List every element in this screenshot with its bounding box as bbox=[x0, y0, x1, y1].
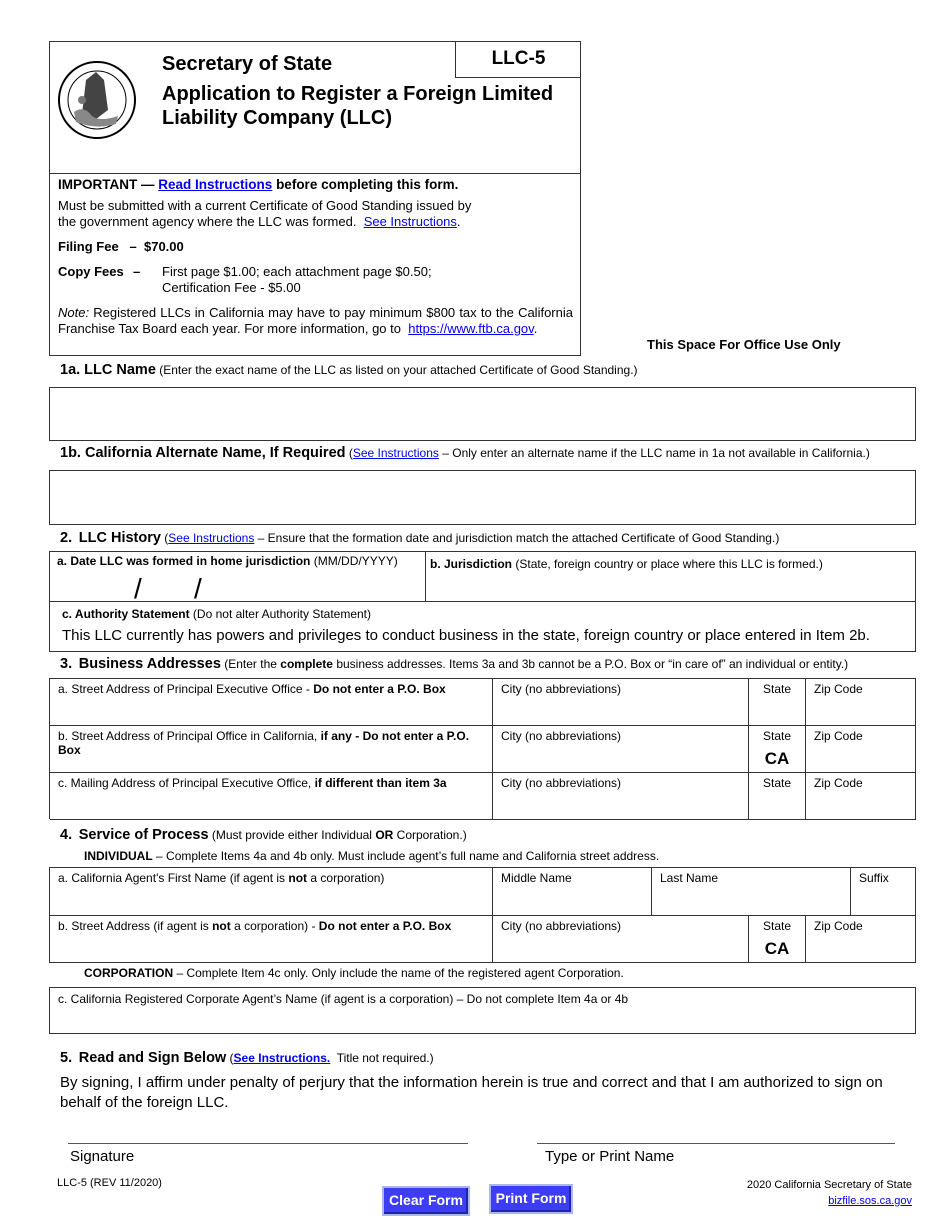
label-text: a. California Agent's First Name (if agent is bbox=[58, 871, 289, 885]
label-bold: if different than item 3a bbox=[314, 776, 447, 790]
corporation-instructions bbox=[84, 966, 624, 980]
jurisdiction-label: b. Jurisdiction bbox=[430, 557, 513, 571]
date-separator: / bbox=[194, 573, 202, 604]
authority-statement-heading bbox=[62, 607, 371, 621]
section-1b-heading: 1b. California Alternate Name, If Required (See Instructions – Only enter an alternate name if the LLC name in 1a not available in California.) bbox=[60, 445, 870, 461]
formation-date-hint: (MM/DD/YYYY) bbox=[313, 554, 398, 568]
alternate-name-input[interactable] bbox=[49, 470, 916, 525]
filing-fee bbox=[58, 239, 573, 255]
address-city-field[interactable] bbox=[493, 679, 749, 726]
zip-label: Zip Code bbox=[814, 776, 863, 790]
section-number: 3. bbox=[60, 656, 73, 672]
llc-history-label: LLC History bbox=[78, 530, 161, 546]
state-label: State bbox=[762, 919, 792, 933]
jurisdiction-field[interactable] bbox=[430, 557, 823, 571]
footer-credit bbox=[747, 1177, 912, 1209]
bizfile-link[interactable]: bizfile.sos.ca.gov bbox=[828, 1195, 912, 1207]
label-text: a corporation) - bbox=[230, 919, 319, 933]
zip-label: Zip Code bbox=[814, 729, 863, 743]
form-id-box bbox=[455, 41, 581, 78]
state-label: State bbox=[762, 682, 792, 696]
label-text: b. Street Address (if agent is bbox=[58, 919, 213, 933]
copy-fees-line-2: Certification Fee - $5.00 bbox=[162, 280, 301, 295]
agent-middle-name-field[interactable] bbox=[493, 868, 652, 916]
see-instructions-link[interactable]: See Instructions bbox=[363, 214, 457, 229]
read-sign-label: Read and Sign Below bbox=[78, 1050, 227, 1066]
formation-date-field[interactable] bbox=[49, 551, 426, 602]
form-id: LLC-5 bbox=[491, 48, 546, 69]
label-text: b. Street Address of Principal Office in California, bbox=[58, 729, 321, 743]
filing-fee-dash: – bbox=[129, 239, 137, 254]
jurisdiction-hint: (State, foreign country or place where this LLC is formed.) bbox=[515, 557, 823, 571]
alternate-name-label: 1b. California Alternate Name, If Required bbox=[60, 445, 346, 461]
signature-line[interactable] bbox=[68, 1143, 468, 1144]
section-2-heading: 2. LLC History (See Instructions – Ensure that the formation date and jurisdiction match the attached Certificate of Good Standing.) bbox=[60, 530, 780, 546]
important-prefix: IMPORTANT — bbox=[58, 177, 155, 192]
hint-text: (Must provide either Individual bbox=[211, 828, 372, 842]
form-revision: LLC-5 (REV 11/2020) bbox=[57, 1177, 162, 1189]
note-label: Note: bbox=[58, 305, 90, 320]
agent-last-name-field[interactable] bbox=[652, 868, 851, 916]
hint-text: Title not required.) bbox=[336, 1051, 434, 1065]
zip-label: Zip Code bbox=[814, 682, 863, 696]
agent-state-field bbox=[749, 916, 806, 963]
see-instructions-link[interactable]: See Instructions bbox=[352, 446, 439, 460]
corporate-agent-label: c. California Registered Corporate Agent’s Name (if agent is a corporation) – Do not complete Item 4a or 4b bbox=[58, 992, 629, 1006]
good-standing-note: Must be submitted with a current Certificate of Good Standing issued by the government agency where the LLC was formed. See Instructions. bbox=[58, 198, 472, 229]
print-name-line[interactable] bbox=[537, 1143, 895, 1144]
middle-name-label: Middle Name bbox=[501, 871, 572, 885]
agent-street-field[interactable] bbox=[50, 916, 493, 963]
section-number: 5. bbox=[60, 1050, 73, 1066]
address-city-field[interactable] bbox=[493, 773, 749, 820]
important-section bbox=[58, 177, 573, 337]
label-bold: not bbox=[288, 871, 308, 885]
hint-text: Corporation.) bbox=[396, 828, 467, 842]
authority-hint: (Do not alter Authority Statement) bbox=[192, 607, 372, 621]
agent-first-name-field[interactable] bbox=[50, 868, 493, 916]
section-5-heading: 5. Read and Sign Below (See Instructions. Title not required.) bbox=[60, 1050, 434, 1066]
copy-fees-dash: – bbox=[133, 264, 141, 279]
divider bbox=[49, 173, 581, 174]
filing-fee-label: Filing Fee bbox=[58, 239, 119, 254]
hint-text: (Enter the bbox=[224, 657, 277, 671]
authority-label: c. Authority Statement bbox=[62, 607, 190, 621]
llc-name-hint: (Enter the exact name of the LLC as listed on your attached Certificate of Good Standing.) bbox=[159, 363, 638, 377]
llc-history-hint: – Ensure that the formation date and jurisdiction match the attached Certificate of Good Standing.) bbox=[257, 531, 780, 545]
see-instructions-link[interactable]: See Instructions. bbox=[233, 1051, 331, 1065]
see-instructions-link[interactable]: See Instructions bbox=[168, 531, 255, 545]
hint-bold: OR bbox=[375, 828, 394, 842]
address-city-field[interactable] bbox=[493, 726, 749, 773]
agency-name: Secretary of State bbox=[162, 53, 333, 75]
city-label: City (no abbreviations) bbox=[501, 919, 622, 933]
state-label: State bbox=[762, 729, 792, 743]
filing-fee-value: $70.00 bbox=[143, 239, 184, 254]
label-text: a. Street Address of Principal Executive Office - bbox=[58, 682, 314, 696]
address-state-field bbox=[749, 726, 806, 773]
office-use-label: This Space For Office Use Only bbox=[647, 337, 841, 352]
copy-fees-label: Copy Fees bbox=[58, 264, 124, 279]
agent-zip-field[interactable] bbox=[806, 916, 916, 963]
tax-note: Note: Registered LLCs in California may have to pay minimum $800 tax to the California Franchise Tax Board each year. For more information, go to https://www.ftb.ca.gov. bbox=[58, 305, 573, 336]
must-line-1: Must be submitted with a current Certificate of Good Standing issued by bbox=[58, 198, 472, 213]
alternate-name-hint: – Only enter an alternate name if the LLC name in 1a not available in California.) bbox=[442, 446, 870, 460]
print-name-label: Type or Print Name bbox=[545, 1148, 675, 1165]
address-zip-field[interactable] bbox=[806, 773, 916, 820]
section-4-heading bbox=[60, 827, 467, 843]
label-bold: not bbox=[212, 919, 231, 933]
authority-statement: This LLC currently has powers and privileges to conduct business in the state, foreign country or place entered in Item 2b. bbox=[62, 627, 870, 644]
hint-text: business addresses. Items 3a and 3b cannot be a P.O. Box or “in care of” an individual or entity.) bbox=[336, 657, 849, 671]
state-value: CA bbox=[764, 749, 790, 768]
divider bbox=[426, 601, 916, 602]
copy-fees-line-1: First page $1.00; each attachment page $0.50; bbox=[162, 264, 432, 279]
agent-city-field[interactable] bbox=[493, 916, 749, 963]
section-1a-heading bbox=[60, 362, 638, 378]
label-text: a corporation) bbox=[307, 871, 385, 885]
city-label: City (no abbreviations) bbox=[501, 776, 622, 790]
page-title bbox=[162, 82, 553, 130]
clear-form-button[interactable]: Clear Form bbox=[382, 1186, 470, 1216]
note-text: Registered LLCs in California may have to pay minimum $800 tax to the California Franchise Tax Board each year. For more information, go to bbox=[58, 305, 573, 336]
section-number: 2. bbox=[60, 530, 73, 546]
llc-name-input[interactable] bbox=[49, 387, 916, 441]
corporation-label: CORPORATION bbox=[84, 966, 174, 980]
section-3-heading bbox=[60, 656, 848, 672]
address-state-field[interactable] bbox=[749, 679, 806, 726]
suffix-label: Suffix bbox=[859, 871, 889, 885]
last-name-label: Last Name bbox=[660, 871, 719, 885]
city-label: City (no abbreviations) bbox=[501, 682, 622, 696]
formation-date-label: a. Date LLC was formed in home jurisdiction bbox=[57, 554, 311, 568]
state-value: CA bbox=[764, 939, 790, 958]
date-separator: / bbox=[134, 573, 142, 604]
california-seal-icon bbox=[56, 50, 138, 150]
read-instructions-link[interactable]: Read Instructions bbox=[158, 177, 273, 192]
llc-name-label: 1a. LLC Name bbox=[60, 362, 156, 378]
ftb-link[interactable]: https://www.ftb.ca.gov bbox=[408, 321, 534, 336]
address-street-field[interactable] bbox=[50, 679, 493, 726]
business-addresses-table bbox=[49, 678, 916, 819]
title-line-2: Liability Company (LLC) bbox=[162, 107, 392, 129]
address-street-field[interactable] bbox=[50, 773, 493, 820]
agent-suffix-field[interactable] bbox=[851, 868, 916, 916]
address-zip-field[interactable] bbox=[806, 679, 916, 726]
address-zip-field[interactable] bbox=[806, 726, 916, 773]
important-suffix: before completing this form. bbox=[276, 177, 459, 192]
hint-bold: complete bbox=[280, 657, 333, 671]
corporate-agent-field[interactable] bbox=[49, 987, 916, 1034]
business-addresses-label: Business Addresses bbox=[78, 656, 221, 672]
city-label: City (no abbreviations) bbox=[501, 729, 622, 743]
zip-label: Zip Code bbox=[814, 919, 863, 933]
signature-label: Signature bbox=[70, 1148, 135, 1165]
affirmation-text: By signing, I affirm under penalty of perjury that the information herein is true and correct and that I am authorized to sign on behalf of the foreign LLC. bbox=[60, 1074, 883, 1111]
corporation-text: – Complete Item 4c only. Only include the name of the registered agent Corporation. bbox=[176, 966, 624, 980]
individual-instructions bbox=[84, 849, 659, 863]
copy-fees bbox=[58, 264, 573, 296]
address-state-field[interactable] bbox=[749, 773, 806, 820]
label-bold: Do not enter a P.O. Box bbox=[313, 682, 446, 696]
service-of-process-label: Service of Process bbox=[78, 827, 209, 843]
state-label: State bbox=[762, 776, 792, 790]
label-bold: Do not enter a P.O. Box bbox=[318, 919, 452, 933]
label-bold: if any - Do not enter a P.O. Box bbox=[58, 729, 470, 757]
address-street-field[interactable] bbox=[50, 726, 493, 773]
agent-individual-table bbox=[49, 867, 916, 963]
individual-label: INDIVIDUAL bbox=[84, 849, 153, 863]
label-text: c. Mailing Address of Principal Executive Office, bbox=[58, 776, 315, 790]
copyright: 2020 California Secretary of State bbox=[746, 1179, 912, 1191]
individual-text: – Complete Items 4a and 4b only. Must include agent’s full name and California street address. bbox=[156, 849, 660, 863]
section-number: 4. bbox=[60, 827, 73, 843]
must-line-2: the government agency where the LLC was formed. bbox=[58, 214, 357, 229]
print-form-button[interactable]: Print Form bbox=[489, 1184, 573, 1214]
title-line-1: Application to Register a Foreign Limited bbox=[162, 83, 554, 105]
